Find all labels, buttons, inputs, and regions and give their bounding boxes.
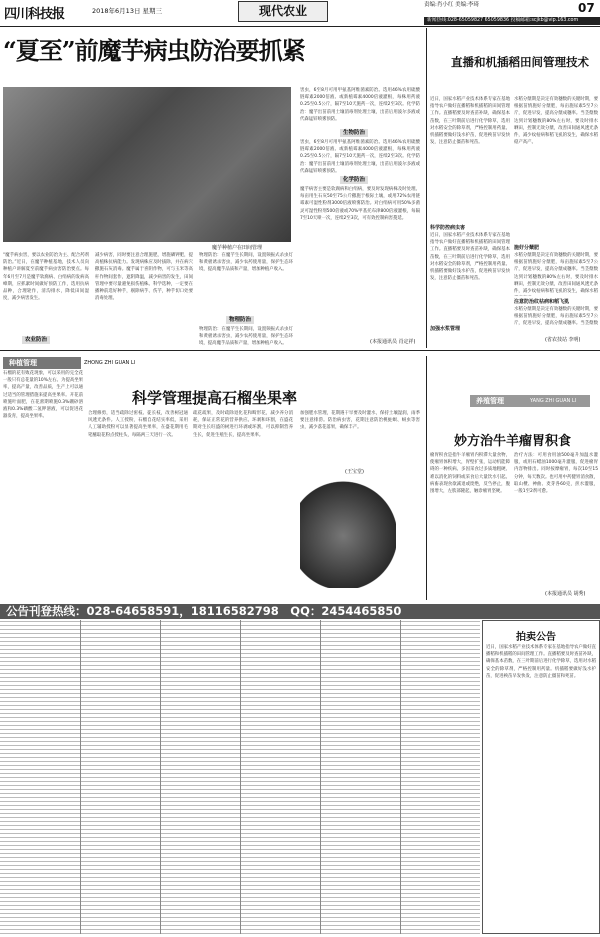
article4-author: (本报通讯员 胡秀) bbox=[545, 591, 586, 597]
article2-subhead-4: 加强水浆管理 bbox=[430, 326, 461, 332]
article2-subhead-2: 注意防治纹枯病和稻飞虱 bbox=[514, 299, 570, 305]
ad-col-divider bbox=[240, 620, 241, 934]
section-rule bbox=[0, 350, 600, 351]
article1-photo bbox=[3, 87, 291, 242]
section-title: 现代农业 bbox=[238, 1, 328, 22]
article2-subhead-1: 科学防控病虫害 bbox=[430, 225, 466, 231]
page-number: 07 bbox=[578, 1, 595, 15]
article3-banner-pinyin: ZHONG ZHI GUAN LI bbox=[84, 360, 136, 366]
ad-col-divider bbox=[320, 620, 321, 934]
article3-headline: 科学管理提高石榴坐果率 bbox=[132, 389, 298, 407]
article3-author: (王宝堂) bbox=[345, 469, 364, 475]
article1-headline: “夏至”前魔芋病虫防治要抓紧 bbox=[3, 36, 305, 65]
article1-photo-caption: 魔芋种植户在田间管理 bbox=[212, 245, 263, 251]
article2-col1: 近日，国家水稻产业技术体系专家在基地指导农户做好直播稻和机插稻的田间管理工作。直播稻要及时查苗补缺，确保基本苗数，在三叶期前后进行化学除草，选用对水稻安全的除草剂，严格控制用药量。机插稻要做好浅水护苗，促进秧苗早发快发，注意防止僵苗和死苗。 bbox=[430, 97, 510, 146]
article4-col2: 治疗方法：可用食用油500毫升加温水灌服，或用石蜡油1000毫升灌服，促进瘤胃内容物排出。同时按摩瘤胃，每次10至15分钟，每天数次。也可用中药健胃消食散，取山楂、神曲、麦芽各60克，煎水灌服，一般1至2剂可愈。 bbox=[514, 453, 598, 495]
pomegranate-illustration bbox=[300, 472, 396, 588]
auction-notice-body: 近日，国家水稻产业技术体系专家在基地指导农户做好直播稻和机插稻的田间管理工作。直播稻要及时查苗补缺，确保基本苗数，在三叶期前后进行化学除草，选用对水稻安全的除草剂，严格控制用药量。机插稻要做好浅水护苗，促进秧苗早发快发，注意防止僵苗和死苗。 bbox=[486, 645, 596, 679]
article2-col1b: 近日，国家水稻产业技术体系专家在基地指导农户做好直播稻和机插稻的田间管理工作。直播稻要及时查苗补缺，确保基本苗数，在三叶期前后进行化学除草，选用对水稻安全的除草剂，严格控制用药量。机插稻要做好浅水护苗，促进秧苗早发快发，注意防止僵苗和死苗。 bbox=[430, 233, 510, 282]
article1-col5: 物理防治：在魔芋生长期间，设置频振式杀虫灯和黄板诱杀害虫，减少农药使用量，保护生态环境，提高魔芋品质和产量，增加种植户收入。 bbox=[199, 253, 293, 273]
article1-subhead-chem: 化学防治 bbox=[340, 176, 368, 184]
article3-col3: 疏花疏果，及时疏除退化花和畸形花，减少养分消耗，保证正常花的营养供应。环剥和环割，在盛花期对生长旺盛的树进行环剥或环割，可以抑制营养生长，促进生殖生长，提高坐果率。 bbox=[193, 411, 293, 438]
article2-col2: 水稻分蘖期是决定有效穗数的关键时期，要根据苗情施好分蘖肥，每亩施尿素5至7公斤，促进早发，提高分蘖成穗率。当茎蘖数达到计划穗数的80%左右时，要及时排水晒田，控制无效分蘖，改善田间通风透光条件，减少纹枯病和稻飞虱的发生，确保水稻稳产高产。 bbox=[514, 97, 598, 146]
article1-subhead-bio: 生物防治 bbox=[340, 129, 368, 137]
newspaper-logo: 四川科技报 bbox=[4, 7, 65, 22]
ad-col-divider bbox=[400, 620, 401, 934]
article3-banner: 种植管理 bbox=[3, 357, 81, 369]
article2-col2b: 水稻分蘖期是决定有效穗数的关键时期，要根据苗情施好分蘖肥，每亩施尿素5至7公斤，促进早发，提高分蘖成穗率。当茎蘖数达到计划穗数的80%左右时，要及时排水晒田，控制无效分蘖，改善田间通风透光条件，减少纹枯病和稻飞虱的发生，确保水稻 bbox=[514, 253, 598, 295]
article3-col1: 石榴的花有败花现象，可以采用的完全花一般只有总花量的10%左右。为提高坐果率，提高产量，改善品质，生产上可以通过适当的管理措施来提高坐果率。开花前喷施叶面肥，在花蕾期喷施0.3%硼砂溶液和0.3%磷酸二氢钾溶液，可以促进花器发育，提高坐果率。 bbox=[3, 371, 83, 420]
ad-hotline-banner: 公告刊登热线：028-64658591，18116582798 QQ：2454465850 bbox=[0, 604, 600, 619]
article1-col3b: 害虫，6至8月可用甲氨基阿维菌素防治。选用46%农用硫酸链霉素2000倍液、或新植霉素4000倍液灌根，每株用药液0.25至0.5公斤，隔7至10天施药一次，连续2至3次。化学防治：魔芋出苗前用土壤消毒剂处理土壤，出苗后用波尔多液或代森锰锌喷雾预防。 bbox=[300, 140, 420, 173]
article2-author: (省农技站 李明) bbox=[545, 337, 581, 343]
masthead-rule bbox=[0, 26, 600, 27]
article2-headline: 直播和机插稻田间管理技术 bbox=[451, 55, 589, 69]
article4-headline: 妙方治牛羊瘤胃积食 bbox=[454, 434, 572, 449]
article2-subhead-3: 施好分蘖肥 bbox=[514, 245, 540, 251]
article1-subhead-ag: 农业防治 bbox=[22, 336, 50, 344]
article3-col2: 合理修剪，适当疏除过密枝、徒长枝，改善树冠通风透光条件。人工授粉，石榴自花结实率低，采用人工辅助授粉可以显著提高坐果率，在盛花期用毛笔蘸取花粉点授柱头，每隔两三天进行一次。 bbox=[88, 411, 188, 438]
classified-ads-grid bbox=[0, 620, 480, 934]
issue-date: 2018年6月13日 星期三 bbox=[92, 7, 163, 15]
article1-author: (本报通讯员 肖定祥) bbox=[370, 339, 416, 345]
ad-col-divider bbox=[160, 620, 161, 934]
article1-col2: 减少病害，同时要注意合理施肥，增施磷钾肥，提高植株抗病能力。发现病株应及时拔除，并在病穴撒施石灰消毒。魔芋属于喜阴作物，可与玉米等高秆作物间套作，遮阴降温，减少病害的发生，田间管理中要尽量避免损伤植株。科学选种，一定要在播种前选好种芋，剔除病芋、伤芋，种芋切口处要消毒处理。 bbox=[95, 253, 193, 302]
article1-col1: “魔芋病虫害，要以农业防治为主、配合药剂防治。”近日，在魔芋种植基地，技术人员向种植户讲解夏至前魔芋病虫害防治要点。每年6月至7月是魔芋软腐病、白绢病的发病高峰期，应抓紧时间做好预防工作，选用抗病品种，合理轮作，清沟排水，降低田间湿度，减少病害发生。 bbox=[3, 253, 89, 302]
article1-subhead-phys: 物理防治 bbox=[226, 316, 254, 324]
article4-banner: 养殖管理 bbox=[470, 395, 590, 407]
column-divider bbox=[426, 28, 427, 348]
contact-bar: 新闻热线:028-65059827 65059836 投稿邮箱:scjkb@vip.163.com bbox=[424, 17, 600, 25]
article1-col4: 魔芋病害主要是软腐病和白绢病，要及时发现病株及时处理。每亩用生石灰50至75公斤撒施于根际土壤，或用72%农用链霉素可湿性粉剂3000倍液喷雾防治。对白绢病可用50%多菌灵可湿性粉剂500倍液或70%甲基托布津800倍液灌根，每隔7至10天喷一次，连续2至3次，可有效控制病害蔓延。 bbox=[300, 187, 420, 221]
article1-col5b: 物理防治：在魔芋生长期间，设置频振式杀虫灯和黄板诱杀害虫，减少农药使用量，保护生态环境，提高魔芋品质和产量，增加种植户收入。 bbox=[199, 327, 293, 346]
auction-notice-title: 拍卖公告 bbox=[516, 632, 556, 643]
article3-col4: 加强肥水管理，花期遇干旱要及时灌水，保持土壤湿润，雨季要注意排涝。防治病虫害，花期注意防治桃蛀螟、蚜虫等害虫，减少落花落果，确保丰产。 bbox=[300, 411, 420, 431]
article4-col1: 瘤胃积食是指牛羊瘤胃内积滞大量食物，使瘤胃体积增大，胃壁扩张，运动机能障碍的一种疾病。多因采食过多质地粗硬、难以消化的饲料或采食后大量饮水引起。病畜表现食欲减退或废绝，反刍停止，腹围增大，左肷部隆起，触诊瘤胃坚硬。 bbox=[430, 453, 510, 495]
article4-banner-pinyin: YANG ZHI GUAN LI bbox=[530, 398, 577, 404]
column-divider-2 bbox=[426, 356, 427, 600]
editor-credits: 责编:肖小红 美编:李琦 bbox=[424, 2, 479, 8]
ad-col-divider bbox=[80, 620, 81, 934]
article1-col3a: 害虫，6至8月可用甲氨基阿维菌素防治。选用46%农用硫酸链霉素2000倍液、或新植霉素4000倍液灌根，每株用药液0.25至0.5公斤，隔7至10天施药一次，连续2至3次。化学防治：魔芋出苗前用土壤消毒剂处理土壤，出苗后用波尔多液或代森锰锌喷雾预防。 bbox=[300, 88, 420, 122]
article2-col2c: 水稻分蘖期是决定有效穗数的关键时期，要根据苗情施好分蘖肥，每亩施尿素5至7公斤，促进早发，提高分蘖成穗率。当茎蘖数 bbox=[514, 307, 598, 326]
